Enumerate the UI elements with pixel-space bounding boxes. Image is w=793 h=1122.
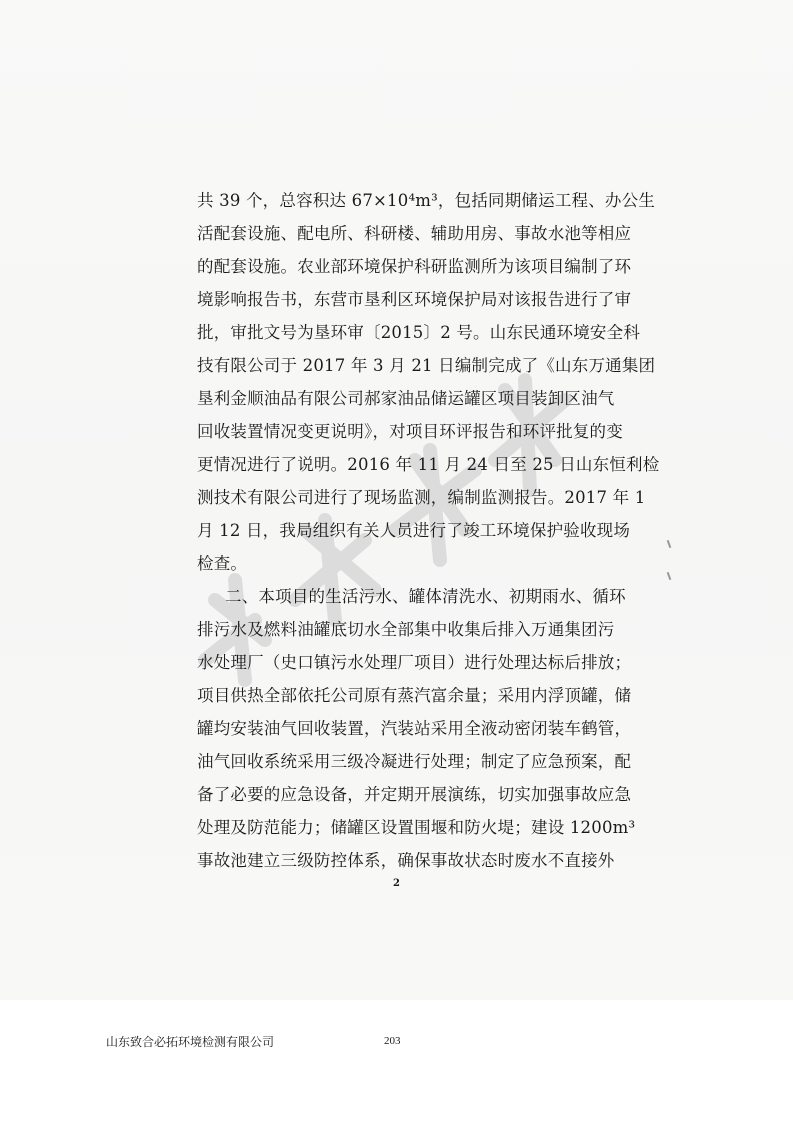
text-line: 处理及防范能力；储罐区设置围堰和防火堤；建设 1200m³ [197,818,636,837]
text-line: 排污水及燃料油罐底切水全部集中收集后排入万通集团污 [197,620,615,639]
text-line: 测技术有限公司进行了现场监测，编制监测报告。2017 年 1 [197,488,646,507]
text-line: 境影响报告书，东营市垦利区环境保护局对该报告进行了审 [197,290,632,309]
page-number: 2 [393,878,400,889]
scan-mark [667,572,672,580]
text-line: 回收装置情况变更说明》，对项目环评报告和环评批复的变 [197,422,623,441]
text-line: 更情况进行了说明。2016 年 11 月 24 日至 25 日山东恒利检 [197,455,660,474]
text-line: 批，审批文号为垦环审〔2015〕2 号。山东民通环境安全科 [197,323,641,342]
text-line: 月 12 日，我局组织有关人员进行了竣工环境保护验收现场 [197,521,631,540]
text-line: 二、本项目的生活污水、罐体清洗水、初期雨水、循环 [225,587,626,606]
text-line: 罐均安装油气回收装置，汽装站采用全液动密闭装车鹤管， [197,719,632,738]
text-line: 检查。 [197,554,248,573]
text-line: 技有限公司于 2017 年 3 月 21 日编制完成了《山东万通集团 [197,356,656,375]
text-line: 项目供热全部依托公司原有蒸汽富余量；采用内浮顶罐，储 [197,686,632,705]
text-line: 共 39 个，总容积达 67×10⁴m³，包括同期储运工程、办公生 [197,191,656,210]
footer-page-number: 203 [384,1035,401,1047]
text-line: 活配套设施、配电所、科研楼、辅助用房、事故水池等相应 [197,224,632,243]
text-line: 水处理厂（史口镇污水处理厂项目）进行处理达标后排放； [197,653,632,672]
text-line: 垦利金顺油品有限公司郝家油品储运罐区项目装卸区油气 [197,389,615,408]
text-line: 油气回收系统采用三级冷凝进行处理；制定了应急预案，配 [197,752,632,771]
scan-mark [667,540,672,548]
footer-company-name: 山东致合必拓环境检测有限公司 [106,1035,275,1049]
text-line: 备了必要的应急设备，并定期开展演练，切实加强事故应急 [197,785,632,804]
text-line: 的配套设施。农业部环境保护科研监测所为该项目编制了环 [197,257,632,276]
text-line: 事故池建立三级防控体系，确保事故状态时废水不直接外 [197,851,615,870]
